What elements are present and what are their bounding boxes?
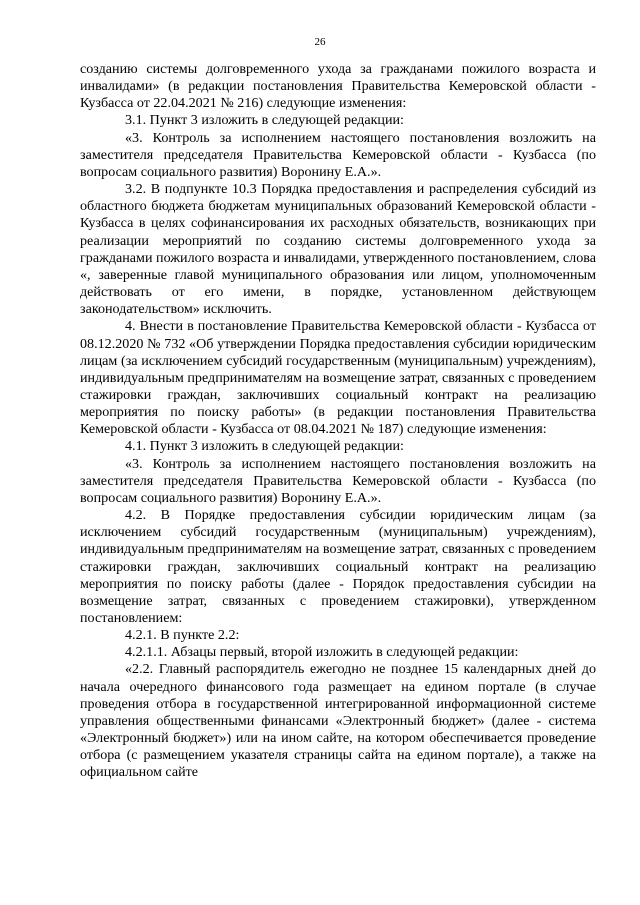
paragraph: 3.2. В подпункте 10.3 Порядка предоставления и распределения субсидий из областного бюджета бюджетам муниципальных образований Кемеровской области - Кузбасса в целях софинансирования их расходных обязательств, возникающих при реализации мероприятий по созданию системы долговременного ухода за гражданами пожилого возраста и инвалидами, утвержденного постановлением, слова «, заверенные главой муниципального образования или лицом, уполномоченным действовать от его имени, в порядке, установленном действующем законодательством» исключить.	[80, 181, 596, 318]
paragraph: «2.2. Главный распорядитель ежегодно не позднее 15 календарных дней до начала очередного финансового года размещает на едином портале (в случае проведения отбора в государственной интегрированной информационной системе управления общественными финансами «Электронный бюджет» (далее - система «Электронный бюджет») или на ином сайте, на котором обеспечивается проведение отбора (с размещением указателя страницы сайта на едином портале), а также на официальном сайте	[80, 661, 596, 781]
paragraph: 4.2. В Порядке предоставления субсидии юридическим лицам (за исключением субсидий государственным (муниципальным) учреждениям), индивидуальным предпринимателям на возмещение затрат, связанных с проведением стажировки граждан, заключивших социальный контракт на реализацию мероприятия по поиску работы (далее - Порядок предоставления субсидии на возмещение затрат, связанных с проведением стажировки), утвержденном постановлением:	[80, 507, 596, 626]
paragraph: 4. Внести в постановление Правительства Кемеровской области - Кузбасса от 08.12.2020 № 732 «Об утверждении Порядка предоставления субсидии юридическим лицам (за исключением субсидий государственным (муниципальным) учреждениям), индивидуальным предпринимателям на возмещение затрат, связанных с проведением стажировки граждан, заключивших социальный контракт на реализацию мероприятия по поиску работы» (в редакции постановления Правительства Кемеровской области - Кузбасса от 08.04.2021 № 187) следующие изменения:	[80, 318, 596, 438]
paragraph: «3. Контроль за исполнением настоящего постановления возложить на заместителя председателя Правительства Кемеровской области - Кузбасса (по вопросам социального развития) Воронину Е.А.».	[80, 455, 596, 506]
paragraph: 4.2.1.1. Абзацы первый, второй изложить в следующей редакции:	[125, 644, 519, 661]
paragraph: 4.1. Пункт 3 изложить в следующей редакции:	[125, 438, 404, 455]
paragraph: «3. Контроль за исполнением настоящего постановления возложить на заместителя председателя Правительства Кемеровской области - Кузбасса (по вопросам социального развития) Воронину Е.А.».	[80, 129, 596, 180]
paragraph: созданию системы долговременного ухода за гражданами пожилого возраста и инвалидами» (в редакции постановления Правительства Кемеровской области - Кузбасса от 22.04.2021 № 216) следующие изменения:	[80, 61, 596, 112]
page-number: 26	[314, 36, 326, 48]
document-body	[80, 61, 596, 782]
paragraph: 4.2.1. В пункте 2.2:	[125, 627, 240, 644]
paragraph: 3.1. Пункт 3 изложить в следующей редакции:	[125, 112, 404, 129]
